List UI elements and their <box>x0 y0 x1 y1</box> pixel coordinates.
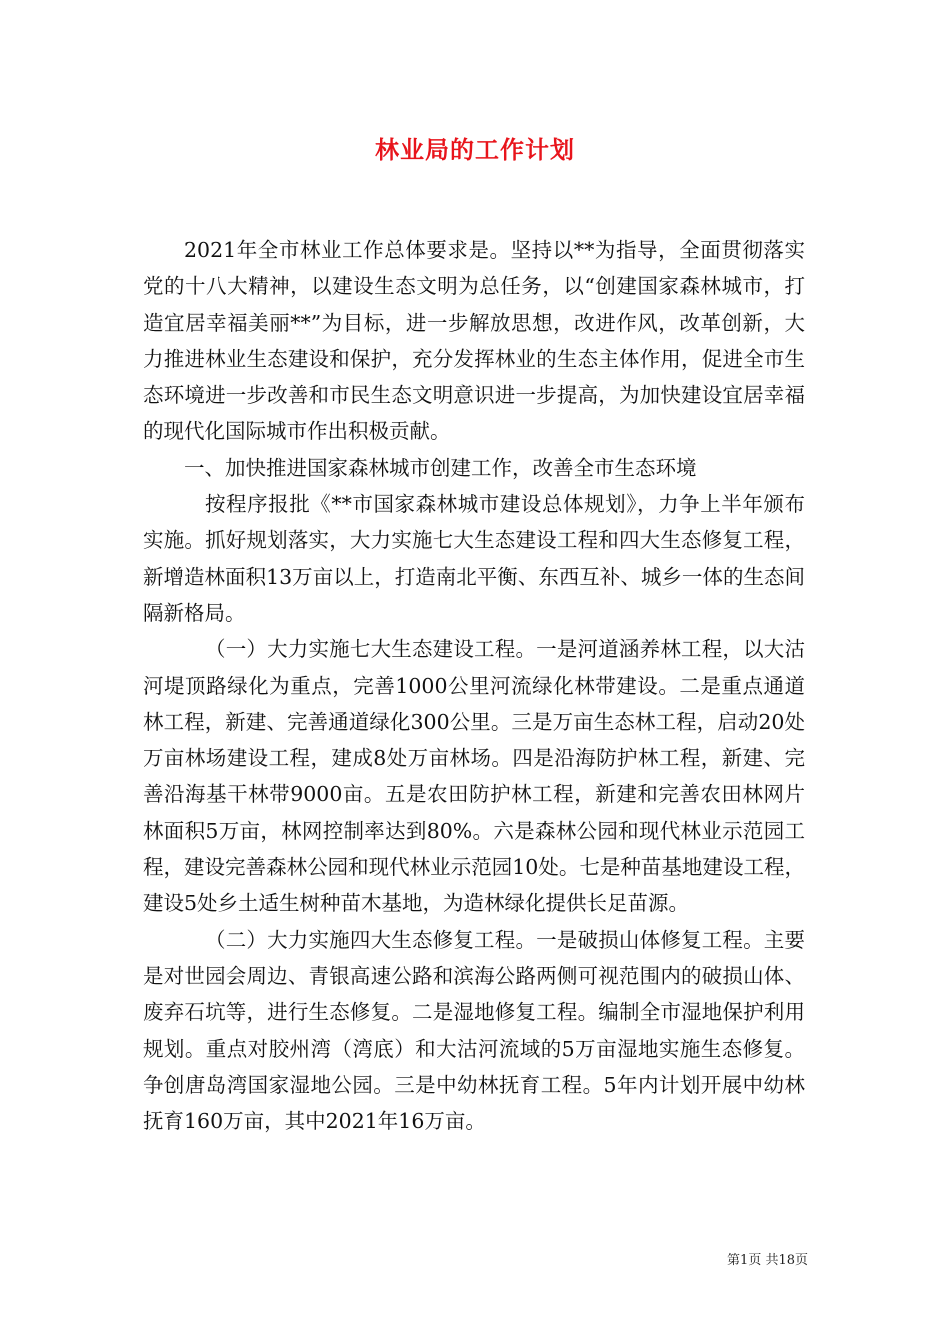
section-heading-1: 一、加快推进国家森林城市创建工作，改善全市生态环境 <box>184 455 697 480</box>
document-body <box>143 232 805 1139</box>
paragraph-planning: 按程序报批《**市国家森林城市建设总体规划》，力争上半年颁布实施。抓好规划落实，大力实施七大生态建设工程和四大生态修复工程，新增造林面积13万亩以上，打造南北平衡、东西互补、城乡一体的生态间隔新格局。 <box>143 492 805 625</box>
page-number: 第1页 共18页 <box>727 1253 808 1268</box>
paragraph-four-restoration: （二）大力实施四大生态修复工程。一是破损山体修复工程。主要是对世园会周边、青银高速公路和滨海公路两侧可视范围内的破损山体、废弃石坑等，进行生态修复。二是湿地修复工程。编制全市湿地保护利用规划。重点对胶州湾（湾底）和大沽河流域的5万亩湿地实施生态修复。争创唐岛湾国家湿地公园。三是中幼林抚育工程。5年内计划开展中幼林抚育160万亩，其中2021年16万亩。 <box>143 927 805 1134</box>
paragraph-intro: 2021年全市林业工作总体要求是。坚持以**为指导，全面贯彻落实党的十八大精神，以建设生态文明为总任务，以“创建国家森林城市，打造宜居幸福美丽**”为目标，进一步解放思想，改进作风，改革创新，大力推进林业生态建设和保护，充分发挥林业的生态主体作用，促进全市生态环境进一步改善和市民生态文明意识进一步提高，为加快建设宜居幸福的现代化国际城市作出积极贡献。 <box>143 238 805 444</box>
document-title: 林业局的工作计划 <box>375 135 575 164</box>
paragraph-seven-projects: （一）大力实施七大生态建设工程。一是河道涵养林工程，以大沽河堤顶路绿化为重点，完善1000公里河流绿化林带建设。二是重点通道林工程，新建、完善通道绿化300公里。三是万亩生态林工程，启动20处万亩林场建设工程，建成8处万亩林场。四是沿海防护林工程，新建、完善沿海基干林带9000亩。五是农田防护林工程，新建和完善农田林网片林面积5万亩，林网控制率达到80%。六是森林公园和现代林业示范园工程，建设完善森林公园和现代林业示范园10处。七是种苗基地建设工程，建设5处乡土适生树种苗木基地，为造林绿化提供长足苗源。 <box>143 637 805 916</box>
